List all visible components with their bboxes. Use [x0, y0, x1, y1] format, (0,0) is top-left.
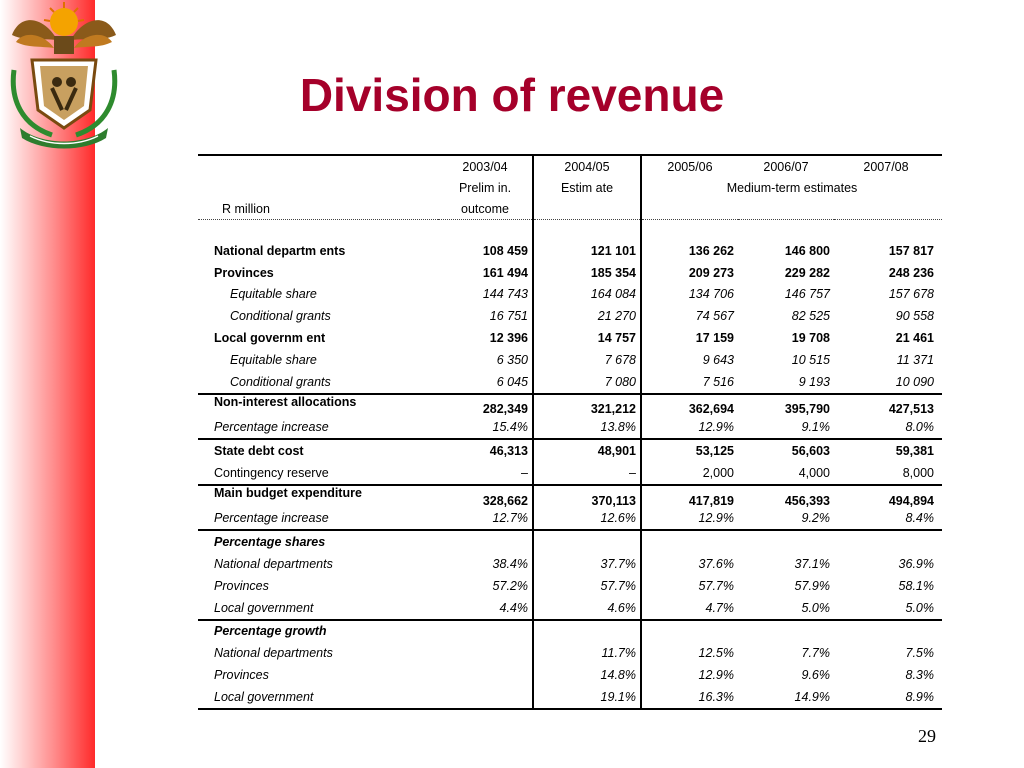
table-cell: 8.4%: [834, 508, 942, 531]
table-cell: 48,901: [533, 439, 641, 462]
row-label: Provinces: [214, 578, 269, 593]
table-cell: 9.2%: [738, 508, 834, 531]
table-cell: 4,000: [738, 462, 834, 485]
spacer-row: [198, 220, 942, 241]
table-row: [198, 416, 942, 439]
table-cell: 362,694: [641, 394, 738, 417]
table-cell: 58.1%: [898, 578, 934, 593]
table-row: [198, 620, 942, 643]
table-cell: 144 743: [482, 287, 528, 302]
col-header-2005-06: 2005/06: [641, 155, 738, 177]
row-label: Local governm ent: [214, 331, 326, 346]
table-cell: [438, 642, 533, 664]
table-cell: 134 706: [641, 284, 738, 306]
table-cell: 46,313: [489, 444, 528, 459]
table-cell: 9.6%: [801, 668, 830, 683]
table-cell: 5.0%: [738, 597, 834, 620]
table-cell: [533, 620, 641, 643]
table-cell: 10 090: [895, 374, 934, 389]
table-cell: [438, 530, 533, 553]
table-cell: 16.3%: [641, 686, 738, 709]
table-cell: 121 101: [533, 240, 641, 262]
coat-of-arms-logo: [2, 0, 122, 150]
table-cell: 427,513: [834, 394, 942, 417]
table-cell: [834, 620, 942, 643]
col-sub-prelim: Prelim in.: [458, 180, 512, 195]
table-cell: 7 080: [533, 371, 641, 394]
table-row: [198, 371, 942, 394]
table-cell: 57.9%: [794, 578, 830, 593]
table-cell: 14.9%: [738, 686, 834, 709]
table-cell: 6 350: [496, 352, 528, 367]
row-label: Provinces: [214, 668, 269, 683]
table-cell: [533, 530, 641, 553]
revenue-table: [198, 154, 942, 710]
table-cell: 36.9%: [898, 557, 934, 572]
page-title: Division of revenue: [299, 69, 725, 121]
table-cell: 8,000: [834, 462, 942, 485]
table-row: [198, 439, 942, 462]
table-cell: 4.6%: [533, 597, 641, 620]
table-row: [198, 597, 942, 620]
row-label: Provinces: [214, 265, 274, 280]
table-row: [198, 305, 942, 327]
table-row: [198, 553, 942, 575]
table-cell: 57.2%: [492, 578, 528, 593]
units-label: R million: [198, 198, 438, 220]
table-cell: 282,349: [438, 394, 533, 417]
page-number: 29: [918, 726, 936, 746]
table-cell: 7.7%: [801, 646, 830, 661]
table-cell: [641, 620, 738, 643]
row-label: Local government: [198, 597, 438, 620]
header-row-units: [198, 198, 942, 220]
table-cell: 19 708: [791, 331, 830, 346]
table-cell: 57.7%: [641, 575, 738, 597]
table-cell: 21 270: [533, 305, 641, 327]
table-row: [198, 686, 942, 709]
table-cell: 157 678: [888, 287, 934, 302]
table-cell: [738, 620, 834, 643]
table-cell: 15.4%: [438, 416, 533, 439]
table-row: [198, 284, 942, 306]
table-cell: 164 084: [533, 284, 641, 306]
table-row: [198, 240, 942, 262]
table-cell: 10 515: [791, 352, 830, 367]
table-cell: 57.7%: [533, 575, 641, 597]
table-cell: 56,603: [791, 444, 830, 459]
table-cell: 146 800: [784, 243, 830, 258]
col-sub-medium-term: Medium-term estimates: [641, 177, 942, 198]
table-cell: 37.1%: [794, 557, 830, 572]
header-row-sub: [198, 177, 942, 198]
table-cell: [834, 530, 942, 553]
table-cell: 8.9%: [834, 686, 942, 709]
table-row: [198, 327, 942, 349]
row-label: Conditional grants: [230, 309, 331, 324]
table-cell: 5.0%: [834, 597, 942, 620]
table-cell: 12.9%: [641, 508, 738, 531]
table-cell: [438, 664, 533, 686]
table-cell: 161 494: [482, 265, 528, 280]
table-cell: 185 354: [533, 262, 641, 284]
col-header-2004-05: 2004/05: [533, 155, 641, 177]
table-cell: 157 817: [888, 243, 934, 258]
table-cell: 12.7%: [438, 508, 533, 531]
row-label: Contingency reserve: [198, 462, 438, 485]
row-label: Percentage shares: [214, 535, 326, 550]
table-cell: [438, 620, 533, 643]
table-row: [198, 575, 942, 597]
table-cell: 16 751: [489, 309, 528, 324]
table-cell: 108 459: [482, 243, 528, 258]
table-cell: 13.8%: [533, 416, 641, 439]
table-row: [198, 664, 942, 686]
table-cell: 19.1%: [533, 686, 641, 709]
table-cell: 209 273: [641, 262, 738, 284]
table-cell: 9 643: [641, 349, 738, 371]
table-cell: 90 558: [895, 309, 934, 324]
row-label: Equitable share: [230, 352, 317, 367]
row-label: Percentage growth: [214, 624, 327, 639]
table-cell: 4.4%: [438, 597, 533, 620]
table-row: [198, 394, 942, 417]
table-cell: 4.7%: [641, 597, 738, 620]
row-label: Conditional grants: [230, 374, 331, 389]
table-row: [198, 508, 942, 531]
table-cell: 6 045: [496, 374, 528, 389]
table-cell: [738, 530, 834, 553]
col-header-2006-07: 2006/07: [738, 155, 834, 177]
table-cell: 146 757: [784, 287, 830, 302]
row-label: Percentage increase: [198, 416, 438, 439]
header-row-years: [198, 155, 942, 177]
table-cell: 494,894: [888, 493, 934, 508]
table-cell: 53,125: [641, 439, 738, 462]
table-cell: [641, 530, 738, 553]
table-cell: 74 567: [641, 305, 738, 327]
col-sub-estimate: Estim ate: [533, 177, 641, 198]
table-row: [198, 349, 942, 371]
table-cell: 12.6%: [533, 508, 641, 531]
table-cell: 8.3%: [905, 668, 934, 683]
table-cell: 37.7%: [533, 553, 641, 575]
table-cell: 12.9%: [641, 664, 738, 686]
table-cell: 12.9%: [641, 416, 738, 439]
row-label: National departm ents: [214, 243, 346, 258]
table-cell: 12 396: [489, 331, 528, 346]
table-cell: 7 678: [533, 349, 641, 371]
table-cell: 38.4%: [492, 557, 528, 572]
table-cell: 8.0%: [834, 416, 942, 439]
table-cell: [438, 686, 533, 709]
table-row: [198, 485, 942, 508]
table-cell: 82 525: [791, 309, 830, 324]
table-cell: 370,113: [533, 485, 641, 508]
row-label: Non-interest allocations: [198, 394, 438, 417]
row-label: State debt cost: [214, 444, 304, 459]
table-cell: 136 262: [641, 240, 738, 262]
table-cell: 248 236: [888, 265, 934, 280]
table-cell: 395,790: [738, 394, 834, 417]
table-row: [198, 462, 942, 485]
table-cell: 14.8%: [533, 664, 641, 686]
table-cell: 2,000: [641, 462, 738, 485]
table-cell: 37.6%: [641, 553, 738, 575]
row-label: Main budget expenditure: [214, 485, 362, 500]
table-cell: 11.7%: [533, 642, 641, 664]
col-sub-outcome: outcome: [438, 198, 533, 220]
table-cell: –: [438, 462, 533, 485]
table-cell: 7.5%: [905, 646, 934, 661]
table-row: [198, 642, 942, 664]
table-cell: 59,381: [895, 444, 934, 459]
table-cell: 17 159: [641, 327, 738, 349]
table-cell: 328,662: [482, 493, 528, 508]
row-label: National departments: [214, 646, 333, 661]
table-cell: 11 371: [896, 352, 934, 367]
table-cell: 9 193: [798, 374, 830, 389]
table-cell: 456,393: [784, 493, 830, 508]
table-cell: 9.1%: [738, 416, 834, 439]
table-cell: 14 757: [533, 327, 641, 349]
table-cell: 229 282: [784, 265, 830, 280]
table-row: [198, 262, 942, 284]
table-cell: –: [533, 462, 641, 485]
row-label: Local government: [198, 686, 438, 709]
table-cell: 7 516: [641, 371, 738, 394]
row-label: Equitable share: [230, 287, 317, 302]
row-label: Percentage increase: [198, 508, 438, 531]
row-label: National departments: [214, 557, 333, 572]
table-cell: 321,212: [533, 394, 641, 417]
col-header-2003-04: 2003/04: [438, 155, 533, 177]
table-row: [198, 530, 942, 553]
col-header-2007-08: 2007/08: [834, 155, 942, 177]
table-cell: 417,819: [641, 485, 738, 508]
table-cell: 12.5%: [641, 642, 738, 664]
table-cell: 21 461: [895, 331, 934, 346]
